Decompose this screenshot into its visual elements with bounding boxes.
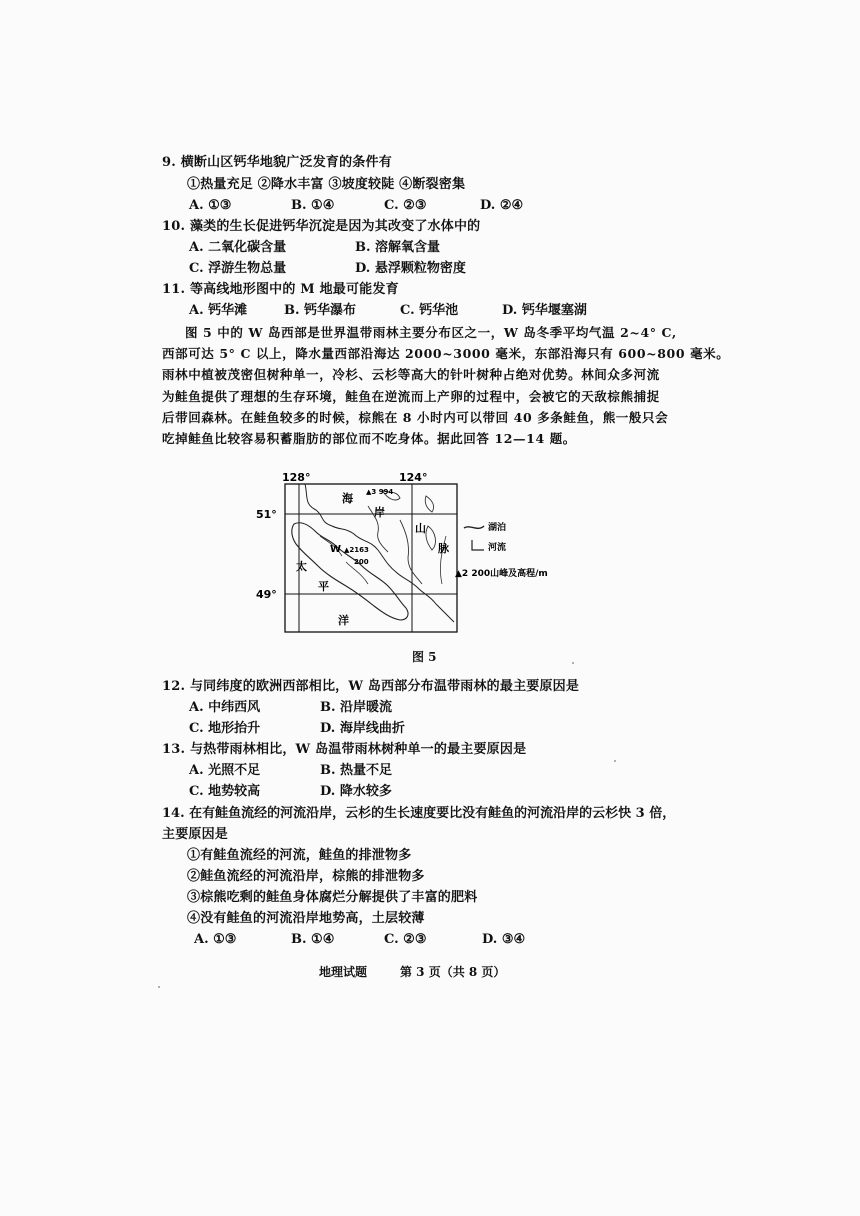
passage-line-3: 雨林中植被茂密但树种单一，冷杉、云杉等高大的针叶树种占绝对优势。林间众多河流 (162, 367, 660, 382)
peak-label-200: 200 (354, 558, 369, 566)
q10-option-c: C. 浮游生物总量 (189, 261, 287, 276)
label-ping: 平 (318, 580, 329, 593)
q12-stem: 12. 与同纬度的欧洲西部相比，W 岛西部分布温带雨林的最主要原因是 (162, 679, 580, 694)
q12-option-b: B. 沿岸暖流 (320, 700, 393, 715)
footer-subject: 地理试题 (319, 965, 368, 979)
peak-label-2163: ▲2163 (344, 546, 369, 554)
q14-option-b: B. ①④ (291, 932, 335, 947)
label-mountain: 山 (415, 522, 426, 535)
label-tai: 太 (296, 560, 307, 573)
legend-lake-label: 湖泊 (488, 523, 507, 533)
figure-5-map (250, 466, 595, 646)
passage-line-5: 后带回森林。在鲑鱼较多的时候，棕熊在 8 小时内可以带回 40 多条鲑鱼，熊一般只会 (162, 410, 669, 425)
q11-option-c: C. 钙华池 (400, 303, 459, 318)
q14-stem-line-1: 14. 在有鲑鱼流经的河流沿岸，云杉的生长速度要比没有鲑鱼的河流沿岸的云杉快 3 倍， (162, 806, 676, 821)
q13-option-d: D. 降水较多 (320, 784, 392, 799)
scan-speck (572, 662, 574, 664)
q10-stem: 10. 藻类的生长促进钙华沉淀是因为其改变了水体中的 (162, 219, 481, 234)
scan-speck (158, 986, 160, 988)
q14-option-d: D. ③④ (482, 932, 526, 947)
passage-line-6: 吃掉鲑鱼比较容易积蓄脂肪的部位而不吃身体。据此回答 12—14 题。 (162, 431, 576, 446)
q11-option-d: D. 钙华堰塞湖 (502, 303, 587, 318)
scan-speck (614, 760, 616, 762)
q14-option-c: C. ②③ (384, 932, 427, 947)
q14-item-3: ③棕熊吃剩的鲑鱼身体腐烂分解提供了丰富的肥料 (187, 890, 478, 905)
label-coast: 岸 (374, 506, 385, 519)
lat-label-49: 49° (256, 588, 277, 601)
passage-line-2: 西部可达 5° C 以上，降水量西部沿海达 2000~3000 毫米，东部沿海只有 600~800 毫米。 (162, 346, 730, 361)
legend-river-icon (472, 540, 484, 550)
q11-option-a: A. 钙华滩 (189, 303, 248, 318)
q13-option-a: A. 光照不足 (189, 763, 261, 778)
q10-option-a: A. 二氧化碳含量 (189, 240, 287, 255)
lon-label-128: 128° (282, 471, 311, 484)
q10-option-d: D. 悬浮颗粒物密度 (355, 261, 466, 276)
q10-option-b: B. 溶解氧含量 (355, 240, 441, 255)
peak-label-3994: ▲3 994 (366, 488, 394, 496)
q12-option-c: C. 地形抬升 (189, 721, 261, 736)
lake-shape (426, 526, 436, 550)
mainland-coastline (305, 484, 454, 622)
q12-option-a: A. 中纬西风 (189, 700, 261, 715)
q14-item-4: ④没有鲑鱼的河流沿岸地势高，土层较薄 (187, 911, 425, 926)
q14-item-1: ①有鲑鱼流经的河流，鲑鱼的排泄物多 (187, 848, 412, 863)
legend-river-label: 河流 (488, 543, 507, 553)
island-w-outline (292, 523, 408, 620)
lat-label-51: 51° (256, 508, 277, 521)
q9-option-c: C. ②③ (384, 198, 427, 213)
q11-option-b: B. 钙华瀑布 (284, 303, 357, 318)
passage-line-4: 为鲑鱼提供了理想的生存环境，鲑鱼在逆流而上产卵的过程中，会被它的天敌棕熊捕捉 (162, 389, 660, 404)
q13-option-c: C. 地势较高 (189, 784, 261, 799)
q12-option-d: D. 海岸线曲折 (320, 721, 405, 736)
label-yang: 洋 (338, 614, 349, 627)
q9-stem: 9. 横断山区钙华地貌广泛发育的条件有 (162, 155, 392, 170)
q11-stem: 11. 等高线地形图中的 M 地最可能发育 (162, 282, 399, 297)
q14-option-a: A. ①③ (194, 932, 237, 947)
q9-items: ①热量充足 ②降水丰富 ③坡度较陡 ④断裂密集 (187, 177, 466, 192)
legend-lake-icon (464, 526, 484, 528)
legend-peak-label: ▲2 200山峰及高程/m (455, 569, 548, 579)
figure-caption: 图 5 (412, 650, 437, 664)
q13-option-b: B. 热量不足 (320, 763, 393, 778)
lon-label-124: 124° (399, 471, 428, 484)
footer-page-number: 第 3 页（共 8 页） (400, 965, 506, 979)
label-range: 脉 (438, 542, 449, 555)
label-island-w: W (330, 544, 342, 555)
q14-stem-line-2: 主要原因是 (162, 827, 229, 842)
q9-option-d: D. ②④ (480, 198, 524, 213)
q13-stem: 13. 与热带雨林相比，W 岛温带雨林树种单一的最主要原因是 (162, 742, 527, 757)
label-sea: 海 (342, 492, 353, 505)
q9-option-a: A. ①③ (189, 198, 232, 213)
q9-option-b: B. ①④ (291, 198, 335, 213)
lake-shape (425, 496, 433, 512)
q14-item-2: ②鲑鱼流经的河流沿岸，棕熊的排泄物多 (187, 869, 425, 884)
passage-line-1: 图 5 中的 W 岛西部是世界温带雨林主要分布区之一，W 岛冬季平均气温 2~4° C, (185, 325, 677, 340)
